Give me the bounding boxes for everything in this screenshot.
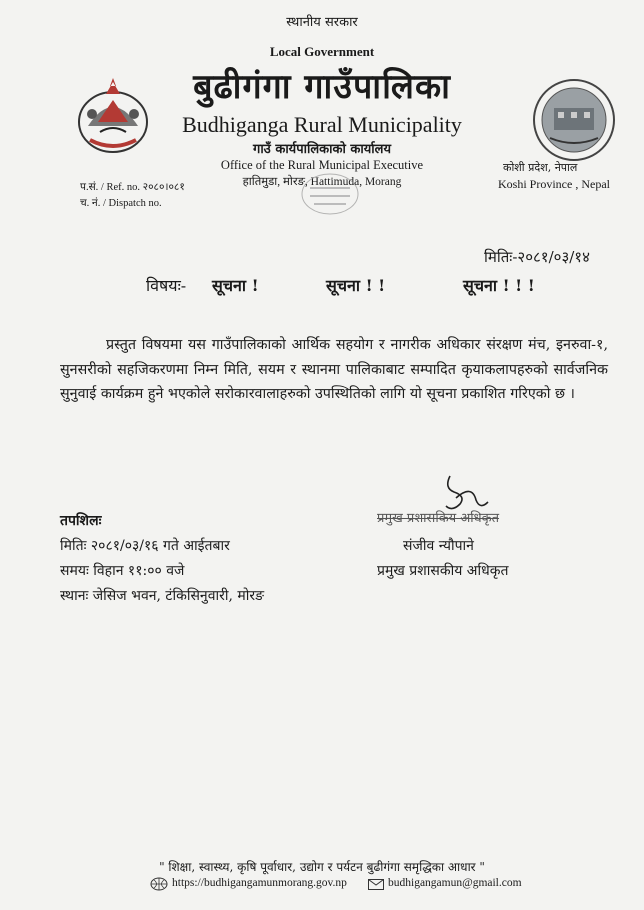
office-name-en: Office of the Rural Municipal Executive [220,158,424,172]
notice-date: मितिः-२०८१/०३/१४ [484,248,590,266]
event-time: समयः विहान ११:०० वजे [60,563,185,579]
subject-label: विषयः- [146,276,187,295]
province-np: कोशी प्रदेश, नेपाल [503,161,578,174]
reference-number: प.सं. / Ref. no. २०८०।०८१ [80,182,185,193]
notice-body: प्रस्तुत विषयमा यस गाउँपालिकाको आर्थिक सहयोग र नागरीक अधिकार संरक्षण मंच, इनरुवा-१, सुनसरीको सहजिकरणमा निम्न मिति, सयम र स्थानमा पालिकाबाट सम्पादित कृयाकलापहरुको सार्वजनिक सुनुवाई कार्यक्रम हुने भएकोले सरोकारवालाहरुको उपस्थितिको लागि यो सूचना प्रकाशित गरिएको छ । [60,337,608,402]
dispatch-number: च. नं. / Dispatch no. [80,198,162,209]
envelope-icon [368,879,384,890]
nepal-emblem-icon [70,74,156,160]
office-name-np: गाउँ कार्यपालिकाको कार्यालय [253,142,391,157]
office-stamp [300,172,360,216]
officer-name: संजीव न्यौपाने [403,538,474,554]
details-title: तपशिलः [60,513,102,529]
subject-notice-1: सूचना ! [212,276,259,295]
footer-motto: " शिक्षा, स्वास्थ्य, कृषि पूर्वाधार, उद्योग र पर्यटन बुढीगंगा समृद्धिका आधार " [159,860,485,874]
municipality-name-en: Budhiganga Rural Municipality [182,112,462,137]
municipality-name-np: बुढीगंगा गाउँपालिका [193,67,451,107]
event-date: मितिः २०८१/०३/१६ गते आईतबार [60,538,230,554]
officer-title: प्रमुख प्रशासकीय अधिकृत [377,563,509,579]
local-government-np: स्थानीय सरकार [286,15,358,30]
website-link[interactable]: https://budhigangamunmorang.gov.np [172,877,347,889]
globe-icon [150,877,168,891]
subject-notice-3: सूचना ! ! ! [463,276,535,295]
local-government-en: Local Government [269,44,375,59]
email-link[interactable]: budhigangamun@gmail.com [388,877,522,889]
struck-designation: प्रमुख प्रशासकिय अधिकृत [377,511,500,526]
province-en: Koshi Province , Nepal [498,177,610,191]
office-address: हातिमुडा, मोरङ, Hattimuda, Morang [242,176,402,188]
event-place: स्थानः जेसिज भवन, टंकिसिनुवारी, मोरङ [60,588,264,604]
municipality-seal-icon [532,78,616,162]
subject-notice-2: सूचना ! ! [326,276,386,295]
